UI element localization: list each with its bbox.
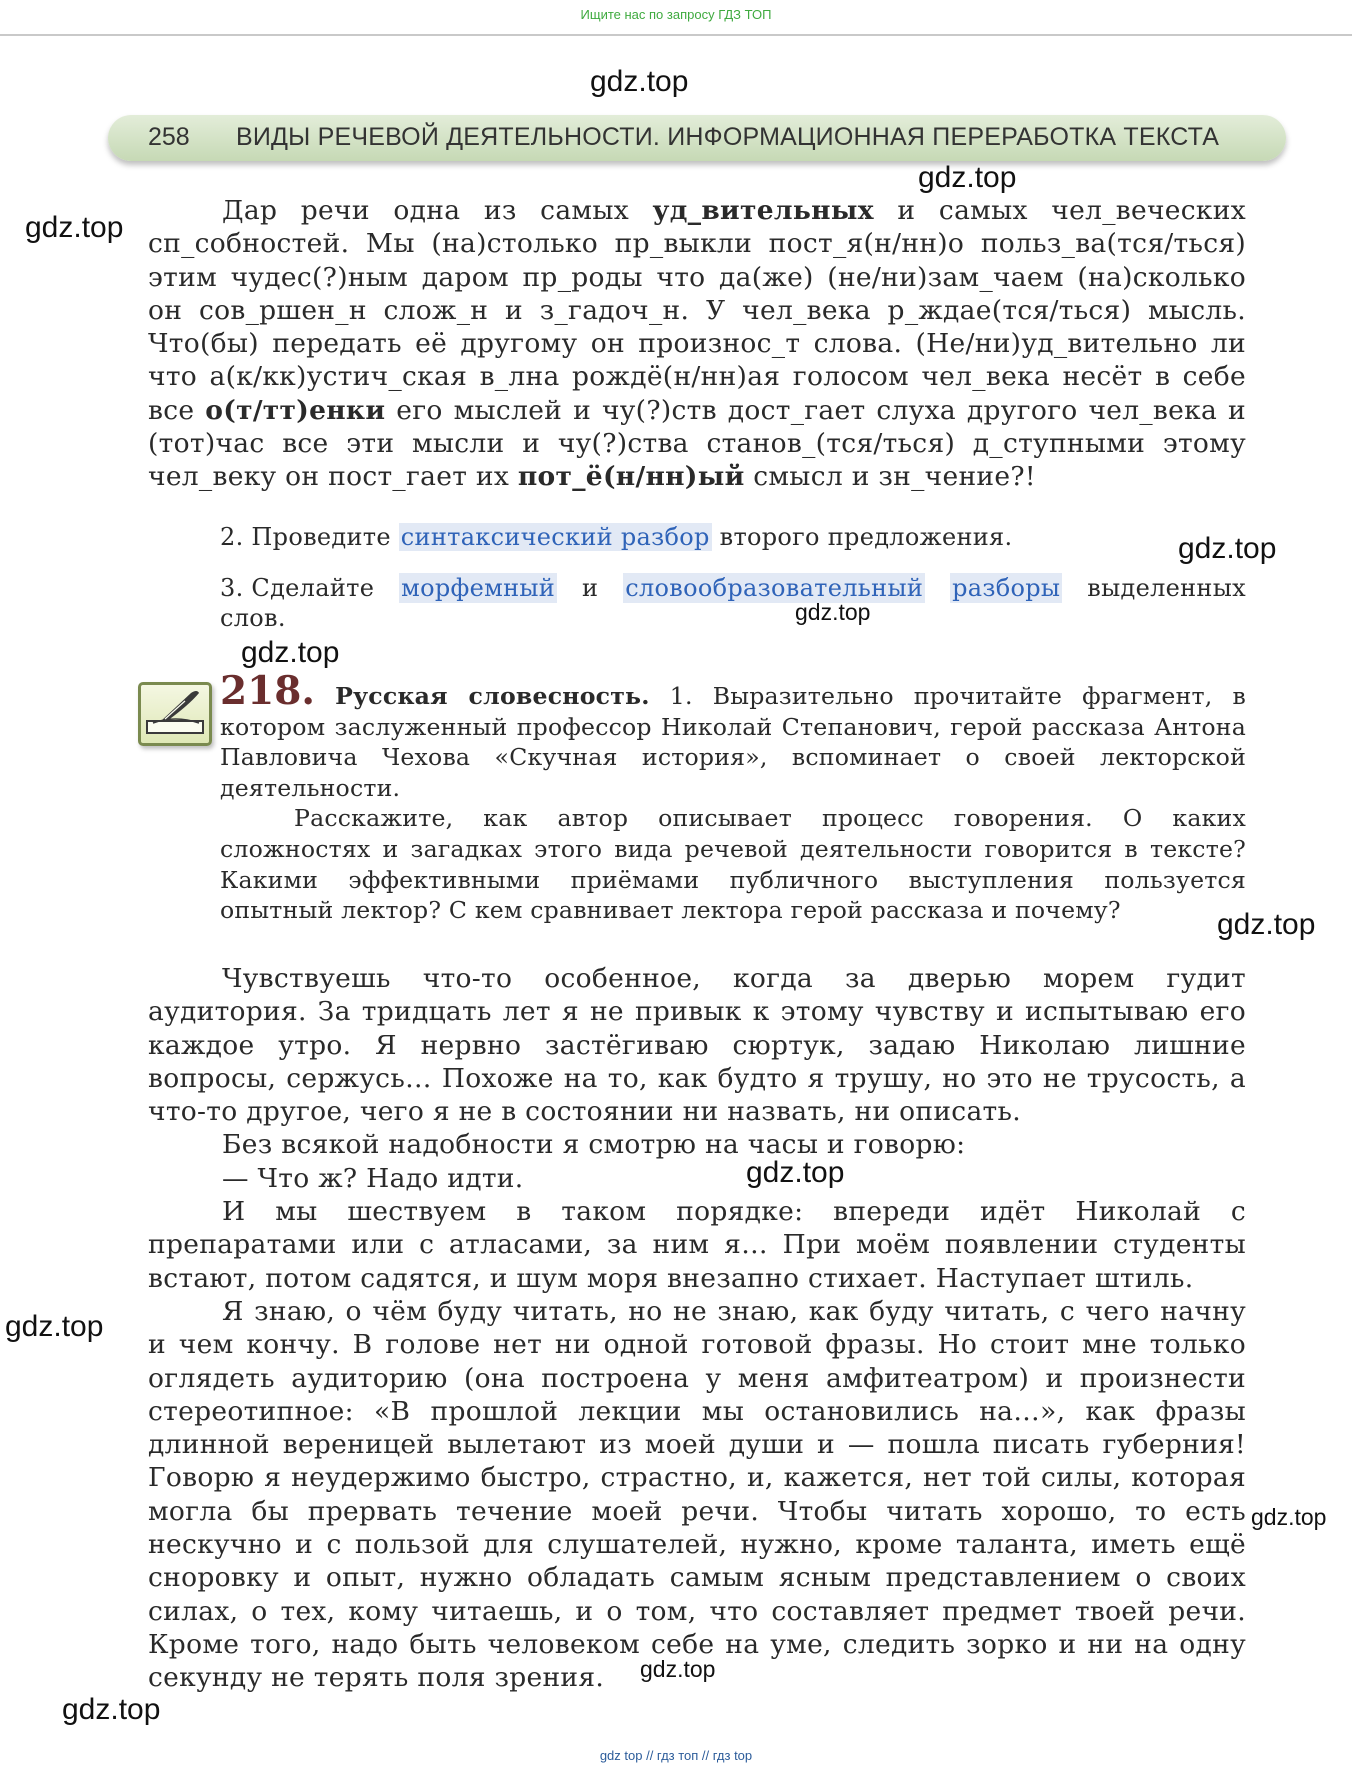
task-3-suffix: выделенных [1087,574,1246,602]
watermark: gdz.top [640,1656,716,1682]
morpheme-analysis-link[interactable]: морфемный [401,574,556,602]
watermark: gdz.top [795,599,871,625]
bold-word: пот_ё(н/нн)ый [517,461,745,493]
literature-quill-icon [138,682,212,746]
exercise-218-questions: Расскажите, как автор описывает процесс говорения. О каких сложностях и загадках этого вида речевой деятельности говорится в тексте? Какими эффективными приёмами публичного выступления пользуется опытный лектор? С кем сравнивает лектора герой рассказа и почему? [220,804,1246,925]
task-2-suffix: второго предложения. [711,523,1013,551]
watermark: gdz.top [1178,532,1277,565]
task-3 [220,573,1246,603]
exercise-heading: Русская словесность. [335,682,650,710]
analyses-link[interactable]: разборы [952,574,1061,602]
text-run: Дар речи одна из самых [222,195,653,226]
task-3-prefix: 3. Сделайте [220,574,375,602]
word-formation-analysis-link[interactable]: словообразовательный [625,574,924,602]
bold-word: уд_вительных [652,195,874,226]
task-2-prefix: 2. Проведите [220,523,399,551]
exercise-number: 218. [220,668,315,714]
page-number: 258 [148,123,190,151]
task-3-mid: и [582,574,599,602]
text-run: его мыслей и чу(?)ств дост_гает слуха другого чел_века и (тот)час все эти мысли и чу(?)ства станов_(тся/ться) д_ступными этому чел_веку он пост_гает их [148,394,1246,493]
text-run: и самых чел_веческих сп_собностей. Мы (на)столько пр_выкли пост_я(н/нн)о польз_ва(тся/ться) этим чудес(?)ным даром пр_роды что да(же) (не/ни)зам_чаем (на)сколько он сов_ршен_н слож_н и з_гадоч_н. У чел_века р_ждае(тся/ться) мысль. Что(бы) передать её другому он произнос_т слова. (Не/ни)уд_вительно ли что а(к/кк)устич_ская в_лна рождё(н/нн)ая голосом чел_века несёт в себе все [148,195,1246,426]
top-banner [0,0,1352,36]
watermark: gdz.top [241,636,340,669]
exercise-text [148,194,1246,494]
task-3-end: слов. [220,604,286,632]
watermark: gdz.top [1251,1504,1327,1530]
exercise-218-task [220,668,1246,803]
watermark: gdz.top [918,161,1017,194]
watermark: gdz.top [1217,908,1316,941]
text-run: смысл и зн_чение?! [744,461,1036,493]
chekhov-paragraph: — Что ж? Надо идти. [222,1162,524,1194]
bold-word: о(т/тт)енки [205,394,386,426]
chekhov-paragraph: Чувствуешь что-то особенное, когда за дверью морем гудит аудитория. За тридцать лет я не привык к этому чувству и испытываю его каждое утро. Я нервно застёгиваю сюртук, задаю Николаю лишние вопросы, сержусь… Похоже на то, как будто я трушу, но это не трусость, а что-то другое, чего я не в состоянии ни назвать, ни описать. [148,963,1246,1128]
watermark: gdz.top [590,65,689,98]
exercise-paragraph [148,194,1246,494]
section-title: ВИДЫ РЕЧЕВОЙ ДЕЯТЕЛЬНОСТИ. ИНФОРМАЦИОННАЯ ПЕРЕРАБОТКА ТЕКСТА [236,123,1220,151]
chekhov-paragraph: Я знаю, о чём буду читать, но не знаю, как буду читать, с чего начну и чем кончу. В голове нет ни одной готовой фразы. Но стоит мне только оглядеть аудиторию (она построена у меня амфитеатром) и произнести стереотипное: «В прошлой лекции мы остановились на…», как фразы длинной вереницей вылетают из моей души и — пошла писать губерния! Говорю я неудержимо быстро, страстно, и, кажется, нет той силы, которая могла бы прервать течение моей речи. Чтобы читать хорошо, то есть нескучно и с пользой для слушателей, нужно, кроме таланта, иметь ещё сноровку и опыт, нужно обладать самым ясным представлением о своих силах, о тех, кому читаешь, и о том, что составляет предмет твоей речи. Кроме того, надо быть человеком себе на уме, следить зорко и ни на одну секунду не терять поля зрения. [148,1295,1246,1694]
chekhov-paragraph: И мы шествуем в таком порядке: впереди идёт Николай с препаратами или с атласами, за ним я… При моём появлении студенты встают, потом садятся, и шум моря внезапно стихает. Наступает штиль. [148,1196,1246,1294]
exercise-218-task-text: 1. Выразительно прочитайте фрагмент, в котором заслуженный профессор Николай Степанович, герой рассказа Антона Павловича Чехова «Скучная история», вспоминает о своей лекторской деятельности. [220,682,1246,802]
footer-links: gdz top // гдз топ // гдз top [599,1748,753,1763]
watermark: gdz.top [5,1310,104,1343]
chekhov-text [148,962,1246,1695]
task-2 [220,522,1246,552]
exercise-218 [220,668,1246,926]
top-banner-text: Ищите нас по запросу ГДЗ ТОП [580,7,772,22]
watermark: gdz.top [25,211,124,244]
syntax-analysis-link[interactable]: синтаксический разбор [400,523,710,551]
watermark: gdz.top [62,1693,161,1726]
watermark: gdz.top [746,1156,845,1189]
chekhov-paragraph: Без всякой надобности я смотрю на часы и говорю: [222,1129,966,1161]
